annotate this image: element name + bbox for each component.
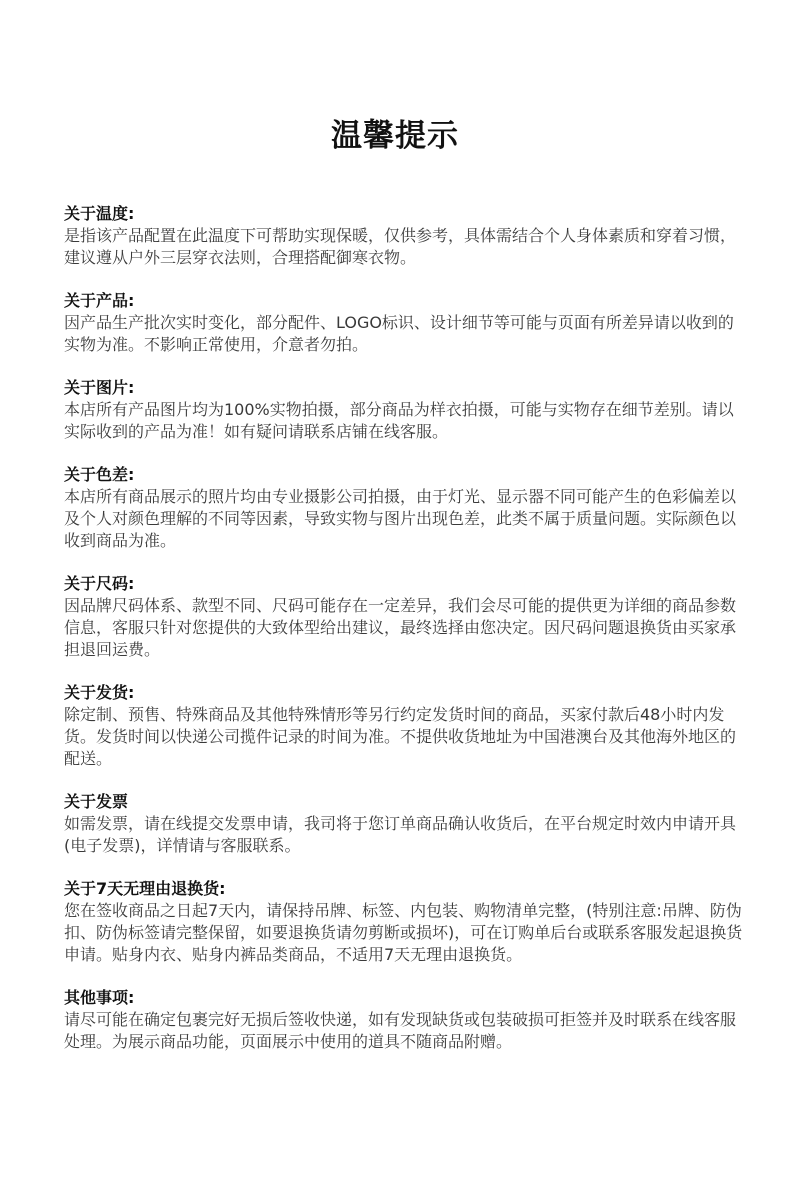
section-body: 如需发票，请在线提交发票申请，我司将于您订单商品确认收货后，在平台规定时效内申请开具(电子发票)，详情请与客服联系。	[64, 814, 737, 855]
section-body: 是指该产品配置在此温度下可帮助实现保暖，仅供参考，具体需结合个人身体素质和穿着习惯，建议遵从户外三层穿衣法则，合理搭配御寒衣物。	[64, 226, 737, 267]
section-body: 因品牌尺码体系、款型不同、尺码可能存在一定差异，我们会尽可能的提供更为详细的商品参数信息，客服只针对您提供的大致体型给出建议，最终选择由您决定。因尺码问题退换货由买家承担退回运费。	[64, 596, 737, 659]
section-heading: 关于温度:	[64, 204, 135, 223]
section-body: 本店所有商品展示的照片均由专业摄影公司拍摄，由于灯光、显示器不同可能产生的色彩偏差以及个人对颜色理解的不同等因素，导致实物与图片出现色差，此类不属于质量问题。实际颜色以收到商品为准。	[64, 487, 737, 550]
section-heading: 关于发货:	[64, 683, 135, 702]
section-heading: 关于尺码:	[64, 574, 135, 593]
section-body: 除定制、预售、特殊商品及其他特殊情形等另行约定发货时间的商品，买家付款后48小时内发货。发货时间以快递公司揽件记录的时间为准。不提供收货地址为中国港澳台及其他海外地区的配送。	[64, 705, 737, 768]
section-heading: 关于发票	[64, 792, 129, 811]
section-temperature	[64, 203, 744, 269]
section-heading: 关于产品:	[64, 291, 135, 310]
section-sizing	[64, 573, 744, 661]
section-invoice	[64, 791, 744, 857]
section-heading: 关于7天无理由退换货:	[64, 879, 226, 898]
section-heading: 关于色差:	[64, 465, 135, 484]
section-body: 因产品生产批次实时变化，部分配件、LOGO标识、设计细节等可能与页面有所差异请以收到的实物为准。不影响正常使用，介意者勿拍。	[64, 313, 734, 354]
section-body: 本店所有产品图片均为100%实物拍摄，部分商品为样衣拍摄，可能与实物存在细节差别。请以实际收到的产品为准！如有疑问请联系店铺在线客服。	[64, 400, 734, 441]
section-heading: 关于图片:	[64, 378, 135, 397]
section-heading: 其他事项:	[64, 988, 135, 1007]
section-color-difference	[64, 464, 744, 552]
section-returns	[64, 878, 744, 966]
section-other	[64, 987, 744, 1053]
section-product	[64, 290, 744, 356]
section-body: 您在签收商品之日起7天内，请保持吊牌、标签、内包装、购物清单完整，(特别注意:吊牌、防伪扣、防伪标签请完整保留，如要退换货请勿剪断或损坏)，可在订购单后台或联系客服发起退换货申请。贴身内衣、贴身内裤品类商品，不适用7天无理由退换货。	[64, 901, 743, 964]
page-title: 温馨提示	[331, 118, 459, 154]
notice-sections	[64, 203, 744, 1074]
section-shipping	[64, 682, 744, 770]
section-images	[64, 377, 744, 443]
section-body: 请尽可能在确定包裹完好无损后签收快递，如有发现缺货或包装破损可拒签并及时联系在线客服处理。为展示商品功能，页面展示中使用的道具不随商品附赠。	[64, 1010, 737, 1051]
